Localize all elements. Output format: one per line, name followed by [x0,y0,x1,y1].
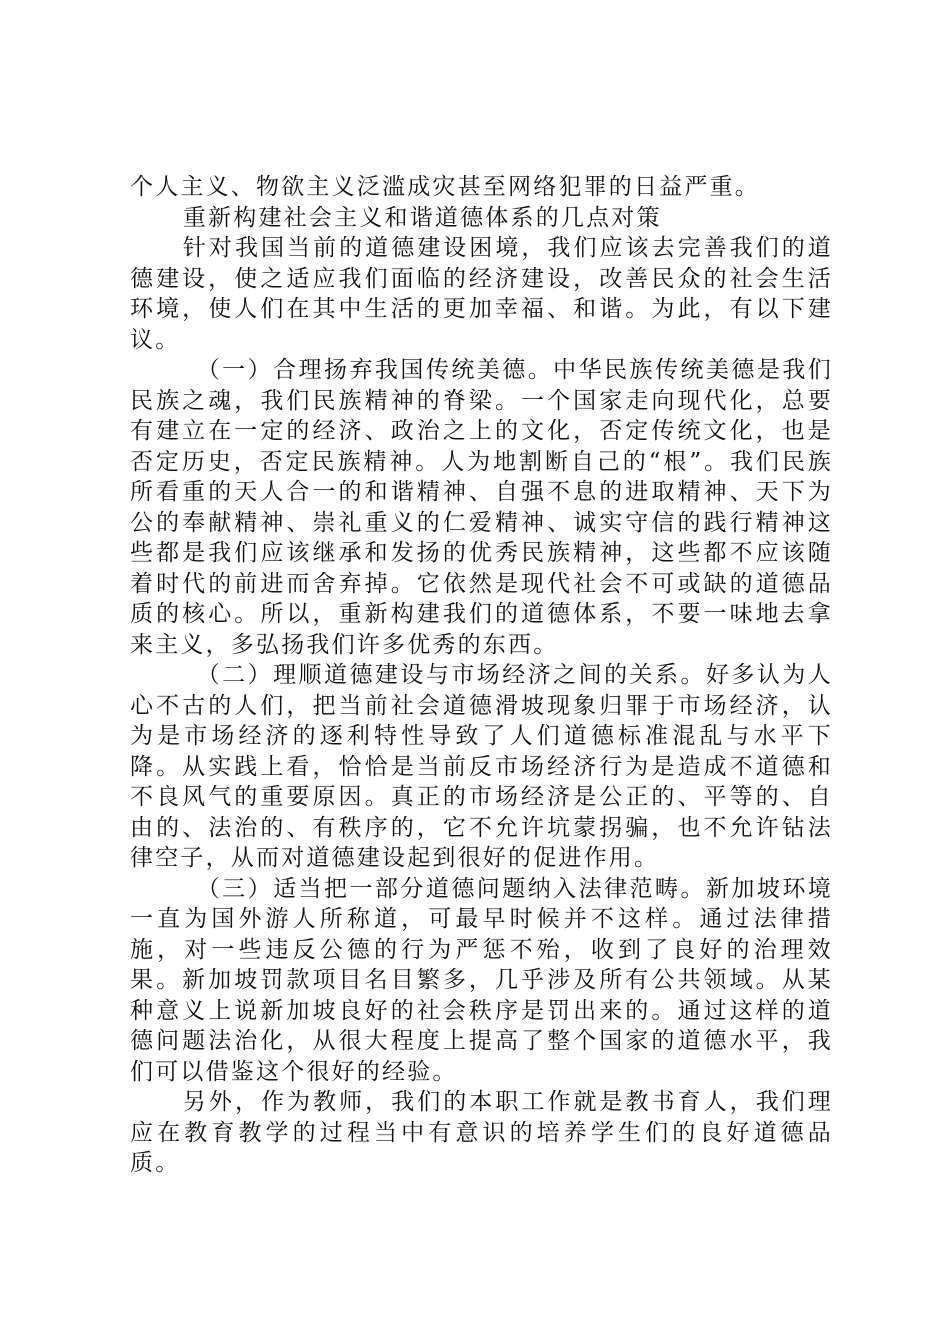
paragraph-point-2: （二）理顺道德建设与市场经济之间的关系。好多认为人心不古的人们，把当前社会道德滑坡现象归罪于市场经济，认为是市场经济的逐利特性导致了人们道德标准混乱与水平下降。从实践上看，恰恰是当前反市场经济行为是造成不道德和不良风气的重要原因。真正的市场经济是公正的、平等的、自由的、法治的、有秩序的，它不允许坑蒙拐骗，也不允许钻法律空子，从而对道德建设起到很好的促进作用。 [130,662,833,871]
section-heading: 重新构建社会主义和谐道德体系的几点对策 [182,204,662,231]
paragraph-continuation: 个人主义、物欲主义泛滥成灾甚至网络犯罪的日益严重。 [130,174,760,200]
paragraph-point-3: （三）适当把一部分道德问题纳入法律范畴。新加坡环境一直为国外游人所称道，可最早时候并不这样。通过法律措施，对一些违反公德的行为严惩不殆，收到了良好的治理效果。新加坡罚款项目名目繁多，几乎涉及所有公共领域。从某种意义上说新加坡良好的社会秩序是罚出来的。通过这样的道德问题法治化，从很大程度上提高了整个国家的道德水平，我们可以借鉴这个很好的经验。 [130,875,833,1085]
document-body [130,172,833,1179]
paragraph-intro: 针对我国当前的道德建设困境，我们应该去完善我们的道德建设，使之适应我们面临的经济建设，改善民众的社会生活环境，使人们在其中生活的更加幸福、和谐。为此，有以下建议。 [130,235,833,353]
paragraph-point-1: （一）合理扬弃我国传统美德。中华民族传统美德是我们民族之魂，我们民族精神的脊梁。一个国家走向现代化，总要有建立在一定的经济、政治之上的文化，否定传统文化，也是否定历史，否定民族精神。人为地割断自己的“根”。我们民族所看重的天人合一的和谐精神、自强不息的进取精神、天下为公的奉献精神、崇礼重义的仁爱精神、诚实守信的践行精神这些都是我们应该继承和发扬的优秀民族精神，这些都不应该随着时代的前进而舍弃掉。它依然是现代社会不可或缺的道德品质的核心。所以，重新构建我们的道德体系，不要一味地去拿来主义，多弘扬我们许多优秀的东西。 [130,357,833,658]
paragraph-closing: 另外，作为教师，我们的本职工作就是教书育人，我们理应在教育教学的过程当中有意识的培养学生们的良好道德品质。 [130,1089,833,1176]
